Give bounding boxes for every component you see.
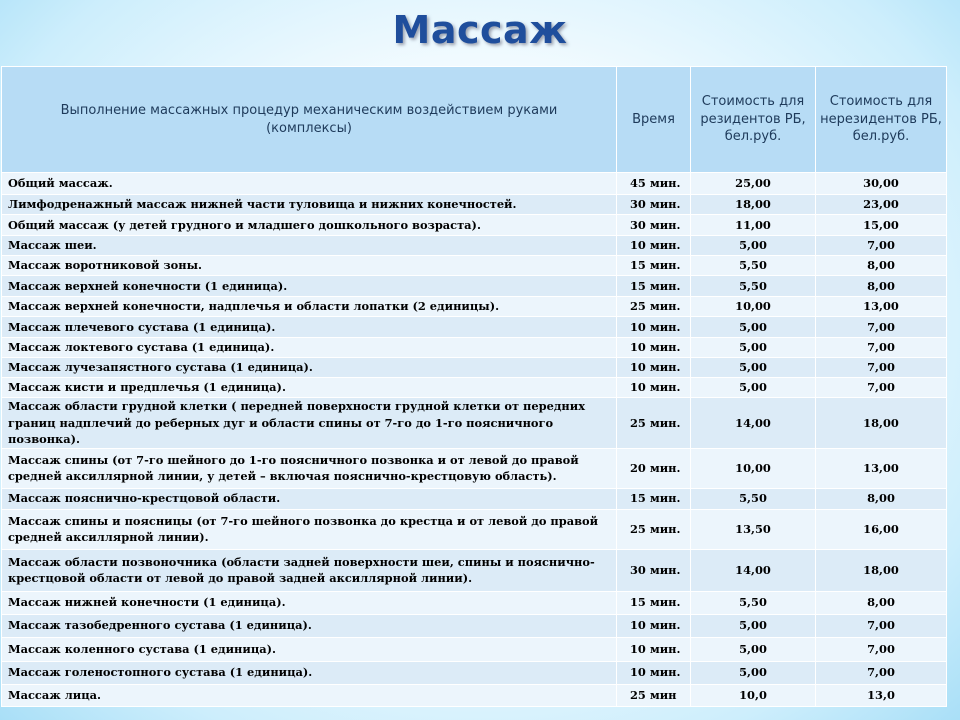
price-residents: 5,00 [691,236,816,256]
table-row [2,509,947,549]
price-residents: 5,50 [691,488,816,509]
price-nonresidents: 18,00 [816,398,947,449]
price-residents: 14,00 [691,398,816,449]
procedure-name: Массаж плечевого сустава (1 единица). [2,317,617,338]
price-nonresidents: 15,00 [816,215,947,236]
table-row [2,488,947,509]
table-row [2,684,947,706]
price-table [1,66,947,707]
table-row [2,276,947,297]
procedure-name: Массаж лица. [2,684,617,706]
procedure-time: 30 мин. [617,215,691,236]
page-title: Массаж [392,8,568,52]
procedure-time: 45 мин. [617,173,691,195]
price-nonresidents: 7,00 [816,661,947,684]
procedure-name: Лимфодренажный массаж нижней части туловища и нижних конечностей. [2,195,617,215]
procedure-name: Массаж верхней конечности (1 единица). [2,276,617,297]
price-residents: 10,00 [691,297,816,317]
procedure-time: 25 мин. [617,297,691,317]
price-residents: 5,00 [691,378,816,398]
price-nonresidents: 7,00 [816,378,947,398]
table-header-row [2,67,947,173]
table-row [2,661,947,684]
price-nonresidents: 7,00 [816,614,947,637]
price-residents: 5,00 [691,637,816,661]
price-residents: 5,50 [691,276,816,297]
header-procedure: Выполнение массажных процедур механическим воздействием руками (комплексы) [2,67,617,173]
procedure-time: 15 мин. [617,591,691,614]
procedure-name: Массаж воротниковой зоны. [2,256,617,276]
table-body [2,173,947,707]
procedure-time: 10 мин. [617,661,691,684]
procedure-time: 30 мин. [617,549,691,591]
procedure-name: Массаж нижней конечности (1 единица). [2,591,617,614]
procedure-time: 10 мин. [617,637,691,661]
procedure-time: 15 мин. [617,488,691,509]
price-nonresidents: 23,00 [816,195,947,215]
price-residents: 5,50 [691,591,816,614]
price-residents: 18,00 [691,195,816,215]
price-nonresidents: 7,00 [816,236,947,256]
procedure-name: Массаж тазобедренного сустава (1 единица). [2,614,617,637]
price-residents: 11,00 [691,215,816,236]
procedure-name: Общий массаж. [2,173,617,195]
procedure-time: 15 мин. [617,276,691,297]
price-residents: 14,00 [691,549,816,591]
procedure-name: Массаж пояснично-крестцовой области. [2,488,617,509]
table-row [2,398,947,449]
price-nonresidents: 16,00 [816,509,947,549]
price-nonresidents: 13,00 [816,297,947,317]
procedure-name: Массаж коленного сустава (1 единица). [2,637,617,661]
procedure-name: Массаж области позвоночника (области задней поверхности шеи, спины и пояснично-крестцовой области от левой до правой задней аксиллярной линии). [2,549,617,591]
procedure-time: 20 мин. [617,448,691,488]
procedure-time: 10 мин. [617,378,691,398]
procedure-name: Массаж верхней конечности, надплечья и области лопатки (2 единицы). [2,297,617,317]
procedure-time: 15 мин. [617,256,691,276]
table-row [2,614,947,637]
table-row [2,317,947,338]
table-row [2,195,947,215]
procedure-time: 10 мин. [617,338,691,358]
price-nonresidents: 13,00 [816,448,947,488]
price-nonresidents: 7,00 [816,358,947,378]
table-row [2,448,947,488]
procedure-time: 25 мин. [617,398,691,449]
price-nonresidents: 30,00 [816,173,947,195]
price-nonresidents: 7,00 [816,317,947,338]
header-time: Время [617,67,691,173]
header-price-residents: Стоимость для резидентов РБ, бел.руб. [691,67,816,173]
table-row [2,637,947,661]
table-row [2,591,947,614]
price-nonresidents: 8,00 [816,488,947,509]
price-nonresidents: 8,00 [816,276,947,297]
price-residents: 10,0 [691,684,816,706]
procedure-name: Массаж шеи. [2,236,617,256]
price-nonresidents: 8,00 [816,256,947,276]
table-row [2,378,947,398]
header-price-nonresidents: Стоимость для нерезидентов РБ, бел.руб. [816,67,947,173]
procedure-time: 10 мин. [617,614,691,637]
procedure-name: Массаж спины и поясницы (от 7-го шейного позвонка до крестца и от левой до правой средней аксиллярной линии). [2,509,617,549]
price-residents: 10,00 [691,448,816,488]
procedure-time: 10 мин. [617,317,691,338]
procedure-name: Массаж голеностопного сустава (1 единица). [2,661,617,684]
table-row [2,256,947,276]
price-residents: 5,00 [691,317,816,338]
procedure-name: Массаж кисти и предплечья (1 единица). [2,378,617,398]
procedure-time: 25 мин. [617,509,691,549]
table-row [2,236,947,256]
price-nonresidents: 7,00 [816,637,947,661]
table-row [2,173,947,195]
price-residents: 5,00 [691,338,816,358]
procedure-name: Массаж лучезапястного сустава (1 единица). [2,358,617,378]
price-nonresidents: 8,00 [816,591,947,614]
price-nonresidents: 13,0 [816,684,947,706]
procedure-time: 10 мин. [617,358,691,378]
procedure-name: Массаж области грудной клетки ( передней поверхности грудной клетки от передних границ надплечий до реберных дуг и области спины от 7-го до 1-го поясничного позвонка). [2,398,617,449]
price-residents: 5,00 [691,358,816,378]
price-residents: 5,00 [691,614,816,637]
procedure-name: Общий массаж (у детей грудного и младшего дошкольного возраста). [2,215,617,236]
table-row [2,215,947,236]
price-residents: 13,50 [691,509,816,549]
price-residents: 25,00 [691,173,816,195]
table-row [2,297,947,317]
procedure-time: 30 мин. [617,195,691,215]
procedure-name: Массаж спины (от 7-го шейного до 1-го поясничного позвонка и от левой до правой средней аксиллярной линии, у детей – включая пояснично-крестцовую область). [2,448,617,488]
table-row [2,358,947,378]
procedure-time: 25 мин [617,684,691,706]
procedure-time: 10 мин. [617,236,691,256]
price-residents: 5,00 [691,661,816,684]
price-residents: 5,50 [691,256,816,276]
price-nonresidents: 7,00 [816,338,947,358]
table-row [2,549,947,591]
procedure-name: Массаж локтевого сустава (1 единица). [2,338,617,358]
price-nonresidents: 18,00 [816,549,947,591]
table-row [2,338,947,358]
